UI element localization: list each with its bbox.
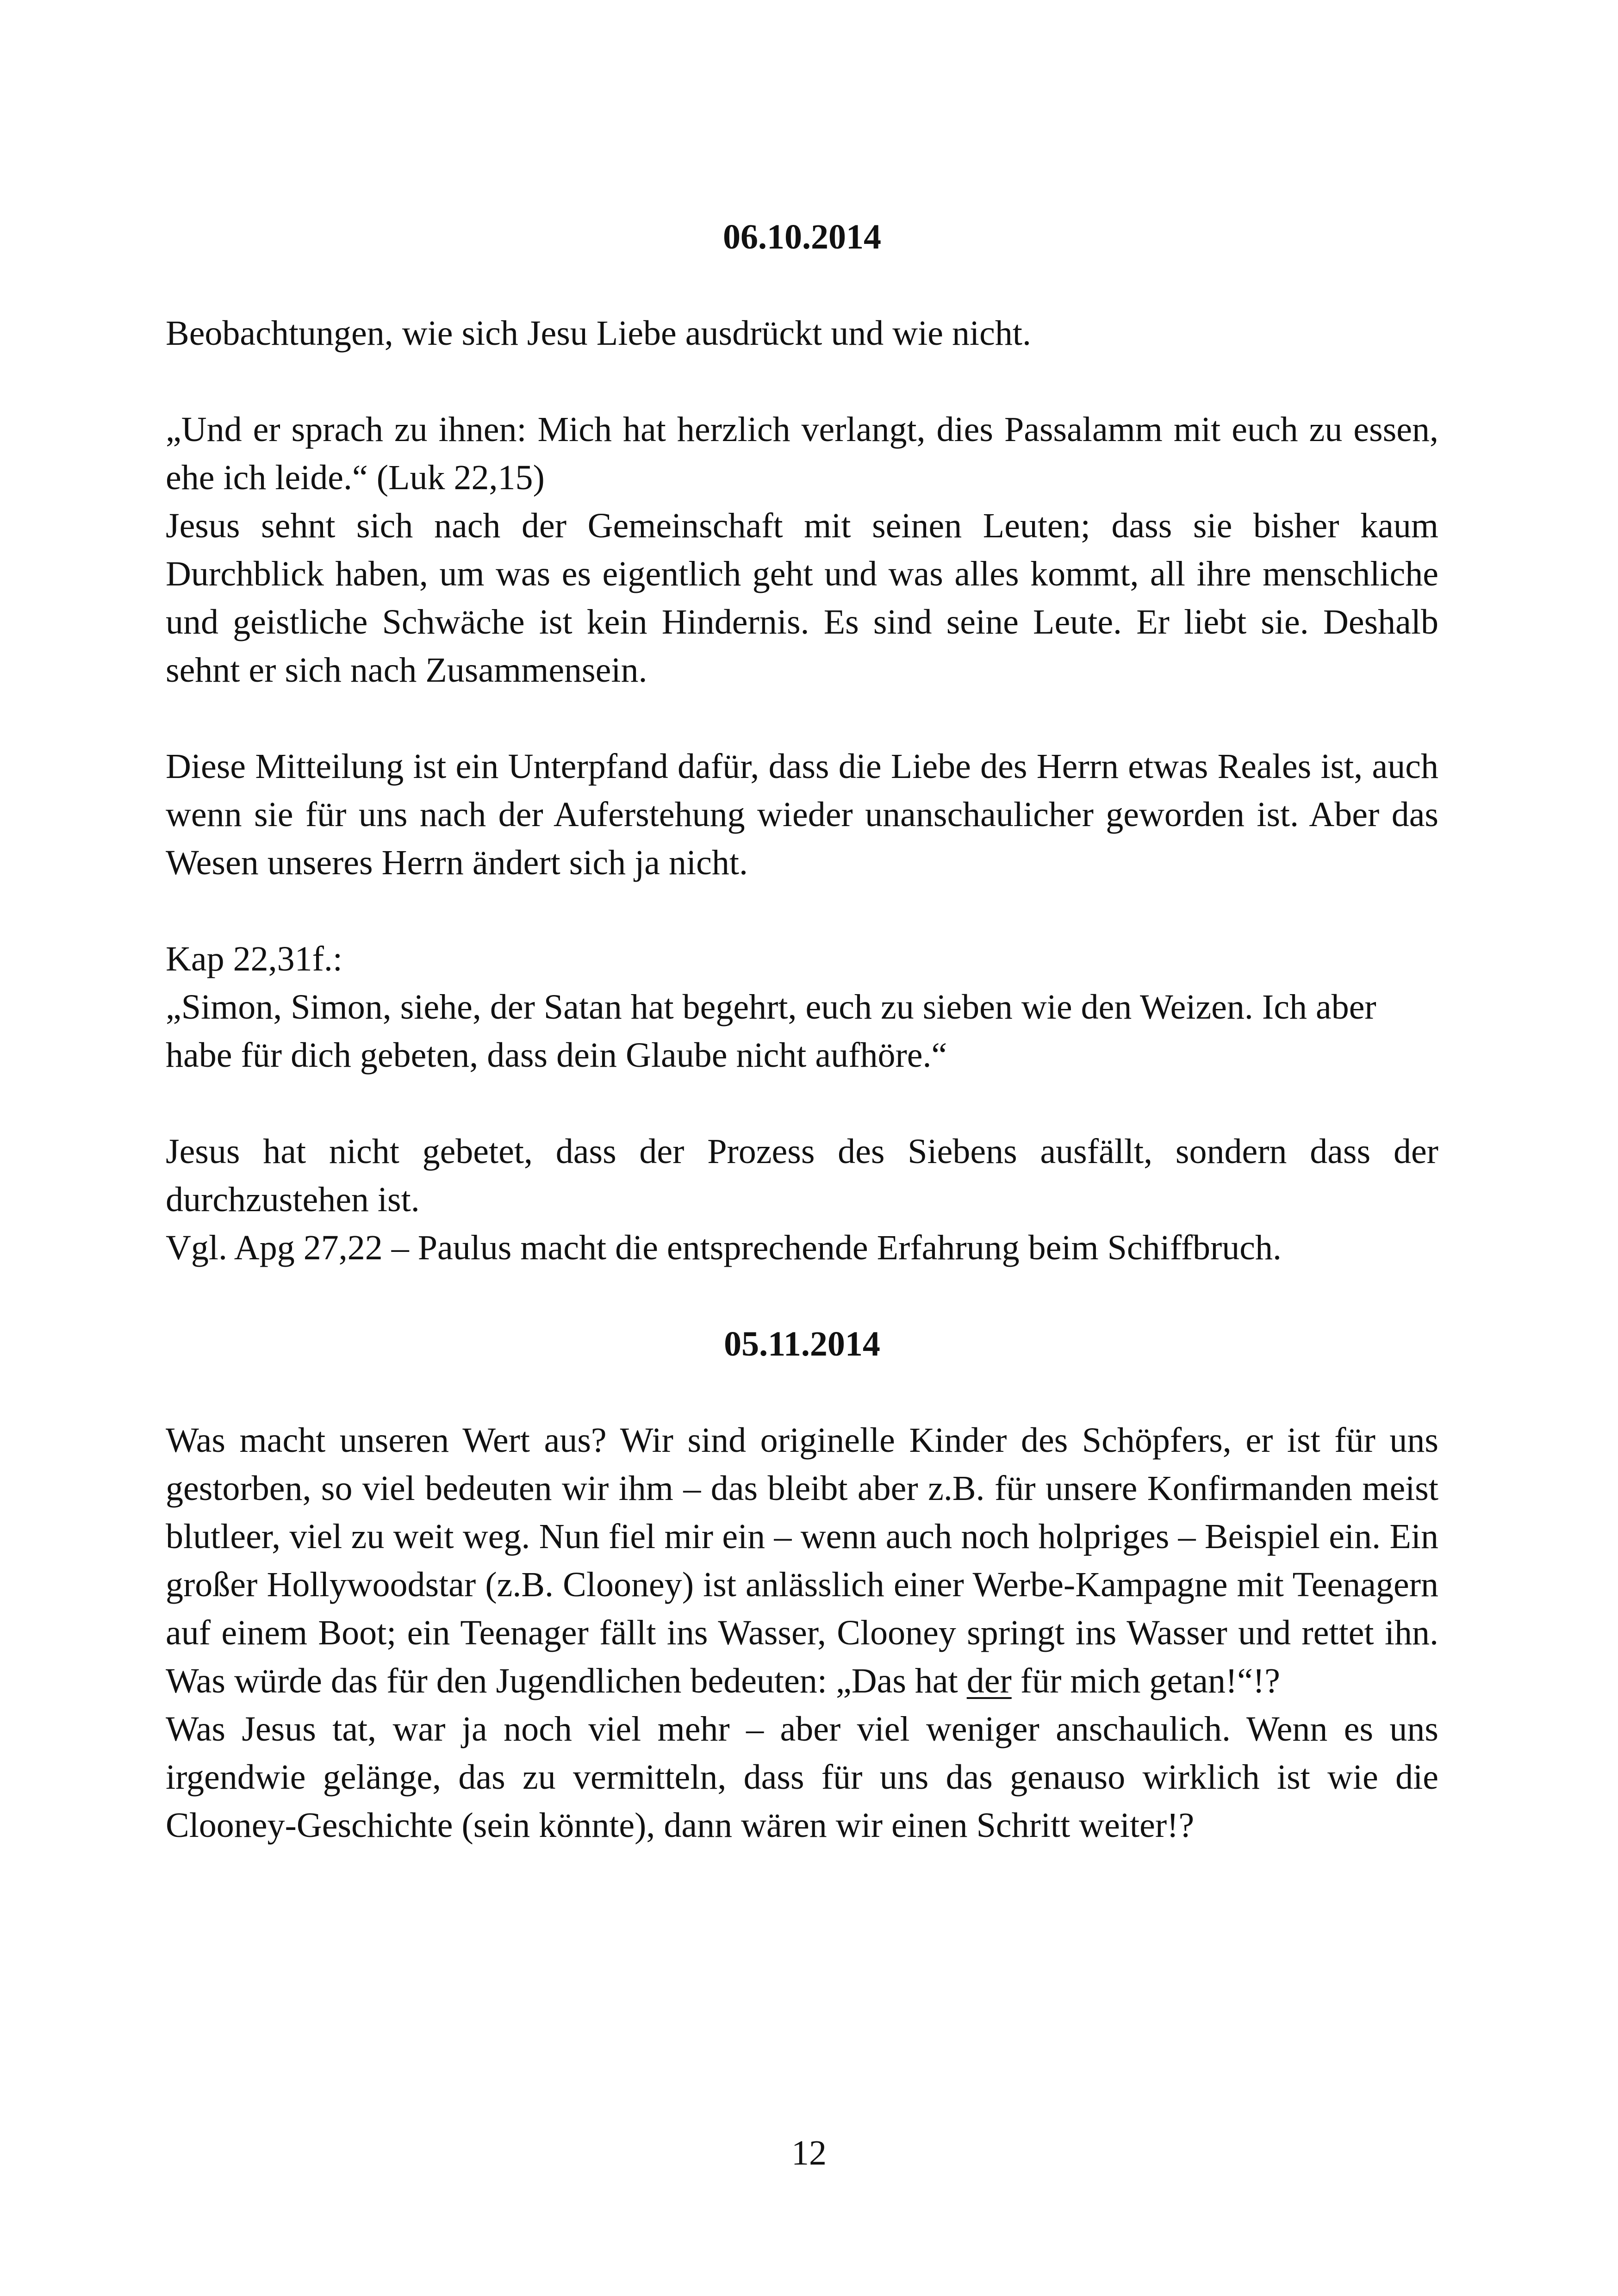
paragraph-our-value-end: für mich getan!“!? (1011, 1661, 1281, 1700)
section-date-heading-1: 06.10.2014 (723, 218, 881, 256)
section-date-heading-2: 05.11.2014 (724, 1325, 880, 1363)
paragraph-chapter-ref: Kap 22,31f.: (166, 940, 343, 978)
paragraph-our-value (166, 1416, 1438, 1705)
paragraph-quote-simon: „Simon, Simon, siehe, der Satan hat begehrt, euch zu sieben wie den Weizen. Ich aber habe für dich gebeten, dass dein Glaube nicht aufhöre.“ (166, 988, 1376, 1075)
paragraph-jesus-longs: Jesus sehnt sich nach der Gemeinschaft mit seinen Leuten; dass sie bisher kaum Durchblick haben, um was es eigentlich geht und was alles kommt, all ihre menschliche und geistliche Schwäche ist kein Hindernis. Es sind seine Leute. Er liebt sie. Deshalb sehnt er sich nach Zusammensein. (166, 506, 1438, 690)
paragraph-quote-luke: „Und er sprach zu ihnen: Mich hat herzlich verlangt, dies Passalamm mit euch zu essen, ehe ich leide.“ (Luk 22,15) (166, 410, 1438, 497)
page-content (166, 213, 1438, 1849)
underlined-word: der (966, 1661, 1012, 1700)
paragraph-acts-ref: Vgl. Apg 27,22 – Paulus macht die entsprechende Erfahrung beim Schiffbruch. (166, 1228, 1282, 1267)
paragraph-not-prayed: Jesus hat nicht gebetet, dass der Prozess des Siebens ausfällt, sondern dass der durchzustehen ist. (166, 1132, 1438, 1219)
paragraph-pledge: Diese Mitteilung ist ein Unterpfand dafür, dass die Liebe des Herrn etwas Reales ist, auch wenn sie für uns nach der Auferstehung wieder unanschaulicher geworden ist. Aber das Wesen unseres Herrn ändert sich ja nicht. (166, 747, 1438, 882)
paragraph-what-jesus-did: Was Jesus tat, war ja noch viel mehr – aber viel weniger anschaulich. Wenn es uns irgendwie gelänge, das zu vermitteln, dass für uns das genauso wirklich ist wie die Clooney-Geschichte (sein könnte), dann wären wir einen Schritt weiter!? (166, 1710, 1438, 1845)
paragraph-our-value-text: Was macht unseren Wert aus? Wir sind originelle Kinder des Schöpfers, er ist für uns gestorben, so viel bedeuten wir ihm – das bleibt aber z.B. für unsere Konfirmanden meist blutleer, viel zu weit weg. Nun fiel mir ein – wenn auch noch holpriges – Beispiel ein. Ein großer Hollywoodstar (z.B. Clooney) ist anlässlich einer Werbe-Kampagne mit Teenagern auf einem Boot; ein Teenager fällt ins Wasser, Clooney springt ins Wasser und rettet ihn. Was würde das für den Jugendlichen bedeuten: „Das hat (166, 1421, 1438, 1700)
paragraph-observations: Beobachtungen, wie sich Jesu Liebe ausdrückt und wie nicht. (166, 314, 1031, 353)
page-number: 12 (791, 2134, 827, 2172)
